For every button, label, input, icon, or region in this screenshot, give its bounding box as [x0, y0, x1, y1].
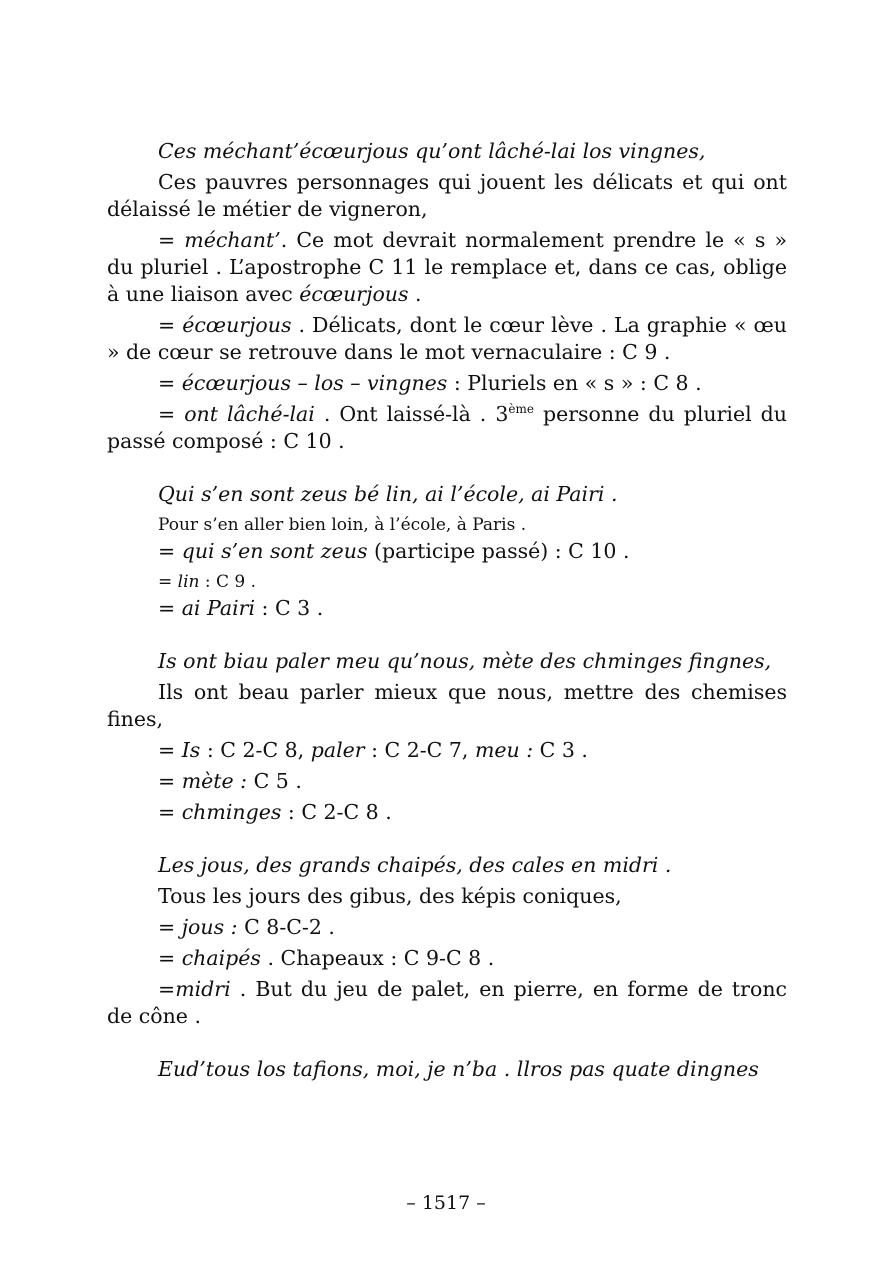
- note-text: . Ont laissé-là . 3: [314, 402, 509, 426]
- note-text: .: [408, 282, 422, 306]
- note-term: jous :: [181, 915, 238, 939]
- eq-sign: =: [158, 539, 182, 563]
- eq-sign: =: [158, 769, 182, 793]
- note-text: . Ce mot devrait normalement prendre le « s » du pluriel . L’apostrophe C 11 le remplace et, dans ce cas, oblige à une liaison avec: [107, 228, 787, 306]
- note-term: mète :: [181, 769, 248, 793]
- verse-line: Les jous, des grands chaipés, des cales en midri .: [158, 853, 672, 877]
- page-number: – 1517 –: [406, 1192, 486, 1214]
- eq-sign: =: [158, 313, 183, 337]
- note-term: chaipés: [181, 946, 261, 970]
- verse-line: Qui s’en sont zeus bé lin, ai l’école, ai Pairi .: [158, 482, 618, 506]
- note-term: chminges: [181, 800, 282, 824]
- eq-sign: =: [158, 946, 182, 970]
- note: [107, 569, 787, 595]
- note-term: écœurjous: [182, 313, 292, 337]
- note-term: ai Pairi: [181, 596, 256, 620]
- note-term: meu :: [474, 738, 534, 762]
- superscript: ème: [508, 402, 534, 417]
- page-body: [107, 138, 787, 1087]
- translation-line: Pour s’en aller bien loin, à l’école, à Paris .: [158, 515, 527, 535]
- note: [107, 768, 787, 795]
- eq-sign: =: [158, 596, 182, 620]
- eq-sign: =: [158, 977, 176, 1001]
- translation-line: Tous les jours des gibus, des képis coniques,: [158, 884, 622, 908]
- note-text: . Chapeaux : C 9-C 8 .: [260, 946, 495, 970]
- note-text: : C 2-C 8 .: [281, 800, 392, 824]
- verse-line: Eud’tous los tafions, moi, je n’ba . llros pas quate dingnes: [158, 1057, 759, 1081]
- eq-sign: =: [158, 572, 178, 592]
- note-text: : C 2-C 8,: [200, 738, 311, 762]
- note: [107, 799, 787, 826]
- note-term: écœurjous: [299, 282, 409, 306]
- note-text: C 8-C-2 .: [237, 915, 335, 939]
- note-term: méchant’: [184, 228, 281, 252]
- note-text: personne du pluriel du passé composé : C 10 .: [107, 402, 787, 453]
- eq-sign: =: [158, 915, 182, 939]
- note-text: C 3 .: [533, 738, 588, 762]
- eq-sign: =: [158, 738, 182, 762]
- note: [107, 312, 787, 366]
- note-text: (participe passé) : C 10 .: [367, 539, 630, 563]
- note-term: écœurjous – los – vingnes: [181, 371, 448, 395]
- note: [107, 538, 787, 565]
- verse-line: Ces méchant’écœurjous qu’ont lâché-lai los vingnes,: [158, 139, 706, 163]
- eq-sign: =: [158, 402, 185, 426]
- note: [107, 401, 787, 455]
- note-text: . Délicats, dont le cœur lève . La graphie « œu » de cœur se retrouve dans le mot vernaculaire : C 9 .: [107, 313, 787, 364]
- note-term: ont lâché-lai: [184, 402, 315, 426]
- note: [107, 976, 787, 1030]
- note-text: : C 9 .: [199, 572, 257, 592]
- translation-line: Ces pauvres personnages qui jouent les délicats et qui ont délaissé le métier de vigneron,: [107, 170, 787, 221]
- translation-line: Ils ont beau parler mieux que nous, mettre des chemises fines,: [107, 680, 787, 731]
- note: [107, 945, 787, 972]
- note-term: midri: [175, 977, 231, 1001]
- note-term: paler: [310, 738, 365, 762]
- note-text: : Pluriels en « s » : C 8 .: [447, 371, 702, 395]
- eq-sign: =: [158, 800, 182, 824]
- note-text: C 5 .: [247, 769, 302, 793]
- note: [107, 370, 787, 397]
- note: [107, 737, 787, 764]
- note-term: Is: [181, 738, 201, 762]
- note: [107, 595, 787, 622]
- eq-sign: =: [158, 371, 182, 395]
- note: [107, 914, 787, 941]
- note-term: qui s’en sont zeus: [181, 539, 368, 563]
- note-term: lin: [177, 572, 200, 592]
- note-text: : C 3 .: [255, 596, 324, 620]
- note-text: . But du jeu de palet, en pierre, en forme de tronc de cône .: [107, 977, 787, 1028]
- eq-sign: =: [158, 228, 185, 252]
- note: [107, 227, 787, 308]
- note-text: : C 2-C 7,: [364, 738, 475, 762]
- verse-line: Is ont biau paler meu qu’nous, mète des chminges fingnes,: [158, 649, 772, 673]
